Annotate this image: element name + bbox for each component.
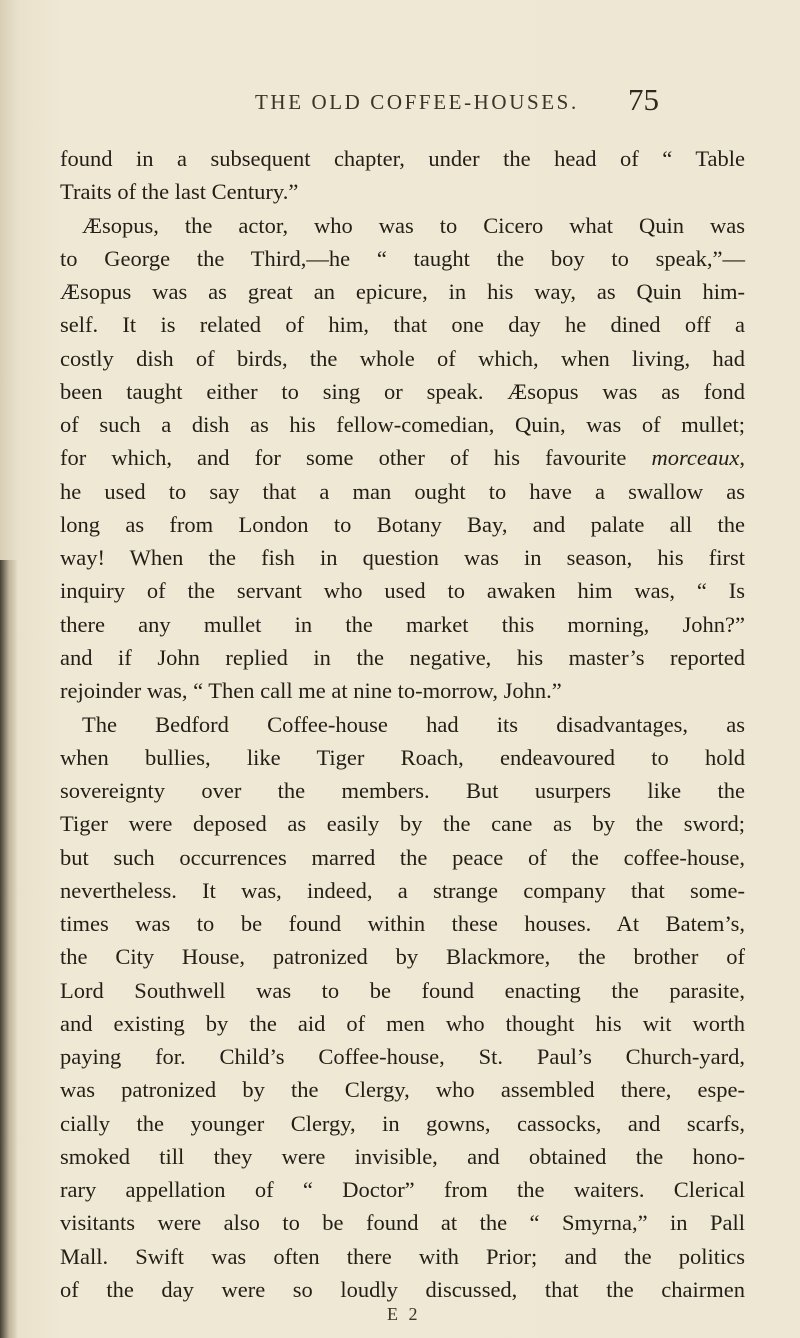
text-line: sovereignty over the members. But usurpers like the xyxy=(60,778,745,803)
text-line: to George the Third,—he “ taught the boy to speak,”— xyxy=(60,246,745,271)
text-line: of such a dish as his fellow-comedian, Quin, was of mullet; xyxy=(60,412,745,437)
text-line: cially the younger Clergy, in gowns, cassocks, and scarfs, xyxy=(60,1111,745,1136)
text-line: long as from London to Botany Bay, and palate all the xyxy=(60,512,745,537)
text-line: rary appellation of “ Doctor” from the waiters. Clerical xyxy=(60,1177,745,1202)
text-line: the City House, patronized by Blackmore, the brother of xyxy=(60,944,745,969)
text-line: Mall. Swift was often there with Prior; and the politics xyxy=(60,1244,745,1269)
text-line: nevertheless. It was, indeed, a strange company that some- xyxy=(60,878,745,903)
text-line: been taught either to sing or speak. Æsopus was as fond xyxy=(60,379,745,404)
text-line: and if John replied in the negative, his master’s reported xyxy=(60,645,745,670)
text-line: for which, and for some other of his favourite morceaux, xyxy=(60,445,745,470)
text-line: Æsopus was as great an epicure, in his way, as Quin him- xyxy=(60,279,745,304)
text-line: of the day were so loudly discussed, that the chairmen xyxy=(60,1277,745,1302)
text-line: paying for. Child’s Coffee-house, St. Paul’s Church-yard, xyxy=(60,1044,745,1069)
text-line: Tiger were deposed as easily by the cane as by the sword; xyxy=(60,811,745,836)
text-line: when bullies, like Tiger Roach, endeavoured to hold xyxy=(60,745,745,770)
text-line: and existing by the aid of men who thought his wit worth xyxy=(60,1011,745,1036)
text-line: but such occurrences marred the peace of the coffee-house, xyxy=(60,845,745,870)
text-line: The Bedford Coffee-house had its disadvantages, as xyxy=(82,712,745,737)
text-line: Traits of the last Century.” xyxy=(60,179,299,204)
text-line: smoked till they were invisible, and obtained the hono- xyxy=(60,1144,745,1169)
signature-mark: E 2 xyxy=(387,1304,421,1324)
text-line: times was to be found within these houses. At Batem’s, xyxy=(60,911,745,936)
running-head: THE OLD COFFEE-HOUSES. xyxy=(255,90,579,114)
text-line: inquiry of the servant who used to awaken him was, “ Is xyxy=(60,578,745,603)
text-line: he used to say that a man ought to have a swallow as xyxy=(60,479,745,504)
text-line: costly dish of birds, the whole of which, when living, had xyxy=(60,346,745,371)
text-line: found in a subsequent chapter, under the head of “ Table xyxy=(60,146,745,171)
text-line: way! When the fish in question was in season, his first xyxy=(60,545,745,570)
page-number: 75 xyxy=(628,82,659,117)
text-line: visitants were also to be found at the “ Smyrna,” in Pall xyxy=(60,1210,745,1235)
text-line: Lord Southwell was to be found enacting the parasite, xyxy=(60,978,745,1003)
text-line: rejoinder was, “ Then call me at nine to-morrow, John.” xyxy=(60,678,562,703)
text-line: self. It is related of him, that one day he dined off a xyxy=(60,312,745,337)
text-line: there any mullet in the market this morning, John?” xyxy=(60,612,745,637)
italic-word: morceaux xyxy=(651,445,740,470)
text-line: was patronized by the Clergy, who assembled there, espe- xyxy=(60,1077,745,1102)
text-line: Æsopus, the actor, who was to Cicero what Quin was xyxy=(82,213,745,238)
